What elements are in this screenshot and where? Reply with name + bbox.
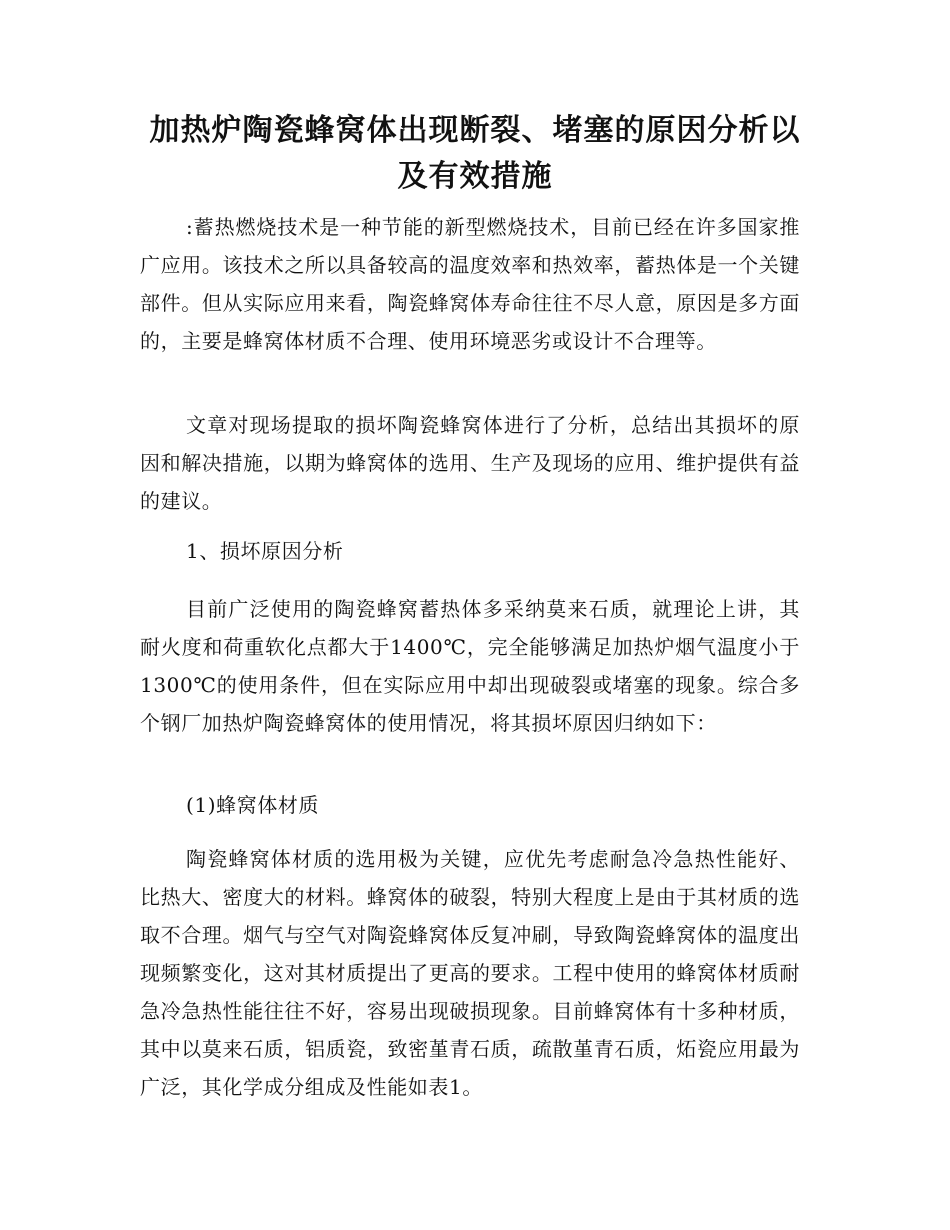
paragraph-material: 陶瓷蜂窝体材质的选用极为关键，应优先考虑耐急冷急热性能好、比热大、密度大的材料。蜂窝体的破裂，特别大程度上是由于其材质的选取不合理。烟气与空气对陶瓷蜂窝体反复冲刷，导致陶瓷蜂窝体的温度出现频繁变化，这对其材质提出了更高的要求。工程中使用的蜂窝体材质耐急冷急热性能往往不好，容易出现破损现象。目前蜂窝体有十多种材质，其中以莫来石质，铝质瓷，致密堇青石质，疏散堇青石质，炻瓷应用最为广泛，其化学成分组成及性能如表1。 xyxy=(140,847,800,1099)
paragraph-intro: :蓄热燃烧技术是一种节能的新型燃烧技术，目前已经在许多国家推广应用。该技术之所以具备较高的温度效率和热效率，蓄热体是一个关键部件。但从实际应用来看，陶瓷蜂窝体寿命往往不尽人意，原因是多方面的，主要是蜂窝体材质不合理、使用环境恶劣或设计不合理等。 xyxy=(140,215,800,353)
document-title: 加热炉陶瓷蜂窝体出现断裂、堵塞的原因分析以及有效措施 xyxy=(149,113,801,194)
section-heading-damage-causes: 1、损坏原因分析 xyxy=(186,539,344,563)
paragraph-mullite: 目前广泛使用的陶瓷蜂窝蓄热体多采纳莫来石质，就理论上讲，其耐火度和荷重软化点都大于1400℃，完全能够满足加热炉烟气温度小于1300℃的使用条件，但在实际应用中却出现破裂或堵塞的现象。综合多个钢厂加热炉陶瓷蜂窝体的使用情况，将其损坏原因归纳如下： xyxy=(140,597,800,735)
subsection-heading-material: (1)蜂窝体材质 xyxy=(186,793,320,817)
paragraph-summary: 文章对现场提取的损坏陶瓷蜂窝体进行了分析，总结出其损坏的原因和解决措施，以期为蜂窝体的选用、生产及现场的应用、维护提供有益的建议。 xyxy=(140,413,800,513)
